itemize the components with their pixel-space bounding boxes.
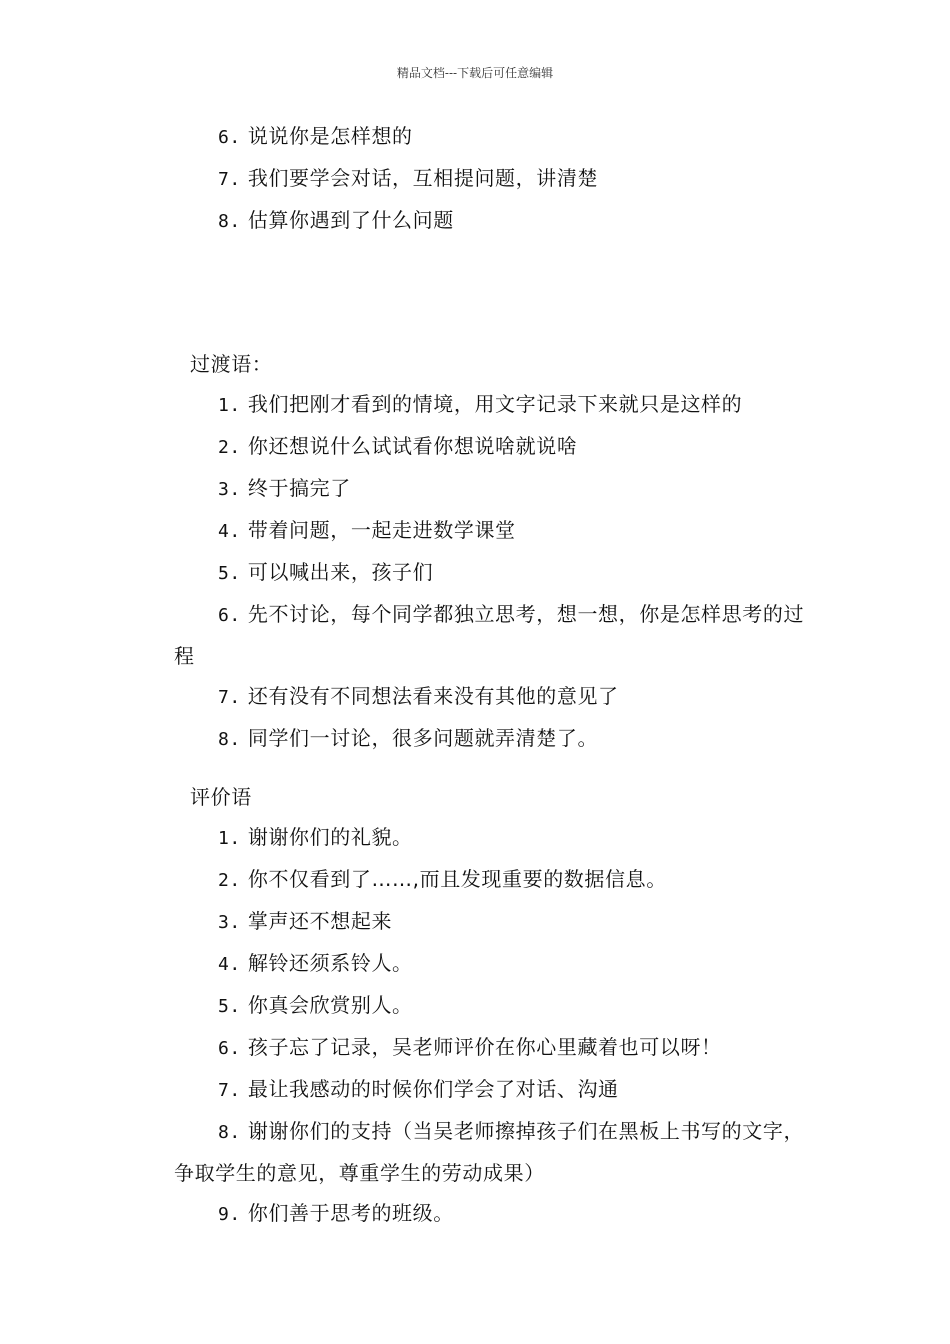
item-text: 终于搞完了 — [247, 476, 351, 500]
list-item — [174, 468, 814, 510]
list-item — [174, 676, 814, 718]
item-number: 2. — [218, 870, 241, 891]
list-item — [174, 594, 814, 676]
section-title: 评价语 — [190, 785, 252, 809]
page-header: 精品文档---下载后可任意编辑 — [396, 66, 554, 80]
item-number: 4. — [218, 521, 241, 542]
item-text: 我们要学会对话，互相提问题，讲清楚 — [247, 166, 599, 190]
list-item — [174, 426, 814, 468]
list-item — [174, 116, 814, 158]
list-item — [174, 158, 814, 200]
item-text: 先不讨论，每个同学都独立思考，想一想，你是怎样思考的过程 — [174, 602, 805, 668]
list-item — [174, 1111, 814, 1193]
item-text: 估算你遇到了什么问题 — [247, 208, 454, 232]
list-item — [174, 510, 814, 552]
item-number: 7. — [218, 169, 241, 190]
item-text: 最让我感动的时候你们学会了对话、沟通 — [247, 1077, 619, 1101]
item-text: 我们把刚才看到的情境，用文字记录下来就只是这样的 — [247, 392, 743, 416]
item-number: 8. — [218, 729, 241, 750]
item-number: 8. — [218, 1122, 241, 1143]
item-number: 1. — [218, 395, 241, 416]
intro-list — [174, 116, 814, 242]
list-item — [174, 384, 814, 426]
list-item — [174, 200, 814, 242]
item-number: 7. — [218, 1080, 241, 1101]
item-number: 5. — [218, 563, 241, 584]
item-number: 3. — [218, 912, 241, 933]
transition-section — [174, 344, 814, 760]
item-number: 1. — [218, 828, 241, 849]
list-item — [174, 859, 814, 901]
item-text: 解铃还须系铃人。 — [247, 951, 413, 975]
item-text: 谢谢你们的支持（当吴老师擦掉孩子们在黑板上书写的文字，争取学生的意见，尊重学生的劳动成果） — [174, 1119, 805, 1185]
item-number: 6. — [218, 605, 241, 626]
item-number: 5. — [218, 996, 241, 1017]
item-number: 8. — [218, 211, 241, 232]
item-text: 你不仅看到了……,而且发现重要的数据信息。 — [247, 867, 667, 891]
item-text: 同学们一讨论，很多问题就弄清楚了。 — [247, 726, 599, 750]
item-number: 6. — [218, 1038, 241, 1059]
list-item — [174, 985, 814, 1027]
item-text: 谢谢你们的礼貌。 — [247, 825, 413, 849]
item-number: 4. — [218, 954, 241, 975]
item-text: 掌声还不想起来 — [247, 909, 393, 933]
item-text: 孩子忘了记录，吴老师评价在你心里藏着也可以呀！ — [247, 1035, 722, 1059]
list-item — [174, 552, 814, 594]
list-item — [174, 943, 814, 985]
item-text: 可以喊出来，孩子们 — [247, 560, 434, 584]
list-item — [174, 817, 814, 859]
list-item — [174, 1069, 814, 1111]
list-item — [174, 1193, 814, 1235]
list-item — [174, 718, 814, 760]
item-text: 带着问题，一起走进数学课堂 — [247, 518, 516, 542]
item-text: 还有没有不同想法看来没有其他的意见了 — [247, 684, 619, 708]
item-number: 3. — [218, 479, 241, 500]
item-text: 你真会欣赏别人。 — [247, 993, 413, 1017]
evaluation-section — [174, 777, 814, 1235]
list-item — [174, 901, 814, 943]
list-item — [174, 1027, 814, 1069]
section-title: 过渡语： — [190, 352, 273, 376]
item-number: 7. — [218, 687, 241, 708]
item-text: 你们善于思考的班级。 — [247, 1201, 454, 1225]
item-number: 6. — [218, 127, 241, 148]
item-number: 9. — [218, 1204, 241, 1225]
item-text: 说说你是怎样想的 — [247, 124, 413, 148]
item-number: 2. — [218, 437, 241, 458]
item-text: 你还想说什么试试看你想说啥就说啥 — [247, 434, 578, 458]
